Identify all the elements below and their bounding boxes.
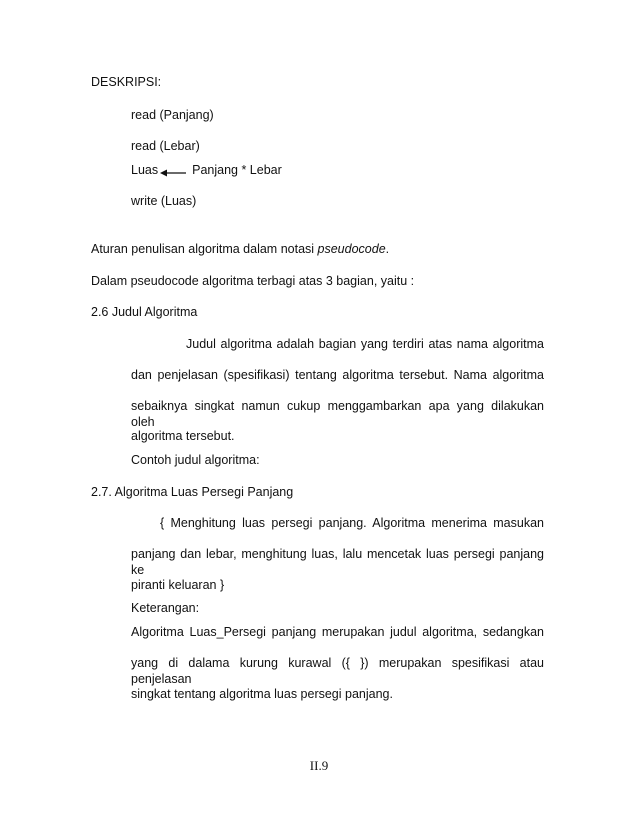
- keterangan-line-1: Algoritma Luas_Persegi panjang merupakan judul algoritma, sedangkan: [131, 625, 544, 639]
- deskripsi-heading: DESKRIPSI:: [91, 75, 162, 89]
- judul-paragraph-line-1: Judul algoritma adalah bagian yang terdiri atas nama algoritma: [186, 337, 544, 351]
- section-2-6-heading: 2.6 Judul Algoritma: [91, 305, 198, 319]
- read-panjang-statement: read (Panjang): [131, 108, 214, 122]
- keterangan-line-3: singkat tentang algoritma luas persegi panjang.: [131, 687, 393, 701]
- left-arrow-icon: [160, 166, 186, 176]
- section-2-7-heading: 2.7. Algoritma Luas Persegi Panjang: [91, 485, 294, 499]
- assignment-statement: [131, 162, 282, 178]
- assign-target: Luas: [131, 163, 159, 177]
- spec-line-2: panjang dan lebar, menghitung luas, lalu mencetak luas persegi panjang ke: [131, 547, 544, 577]
- keterangan-label: Keterangan:: [131, 601, 200, 615]
- contoh-label: Contoh judul algoritma:: [131, 453, 260, 467]
- assign-expression: Panjang * Lebar: [192, 163, 282, 177]
- judul-paragraph-line-2: dan penjelasan (spesifikasi) tentang algoritma tersebut. Nama algoritma: [131, 368, 544, 382]
- judul-paragraph-line-4: algoritma tersebut.: [131, 429, 235, 443]
- aturan-text: Aturan penulisan algoritma dalam notasi: [91, 242, 318, 256]
- read-lebar-statement: read (Lebar): [131, 139, 200, 153]
- spec-line-1: { Menghitung luas persegi panjang. Algoritma menerima masukan: [160, 516, 544, 530]
- spec-line-3: piranti keluaran }: [131, 578, 225, 592]
- bagian-sentence: Dalam pseudocode algoritma terbagi atas 3 bagian, yaitu :: [91, 274, 415, 288]
- aturan-sentence: [91, 241, 389, 257]
- keterangan-line-2: yang di dalama kurung kurawal ({ }) merupakan spesifikasi atau penjelasan: [131, 656, 544, 686]
- write-luas-statement: write (Luas): [131, 194, 197, 208]
- judul-paragraph-line-3: sebaiknya singkat namun cukup menggambarkan apa yang dilakukan oleh: [131, 399, 544, 429]
- aturan-end: .: [385, 242, 390, 256]
- aturan-italic-term: pseudocode: [317, 242, 386, 256]
- page-number: II.9: [309, 758, 329, 773]
